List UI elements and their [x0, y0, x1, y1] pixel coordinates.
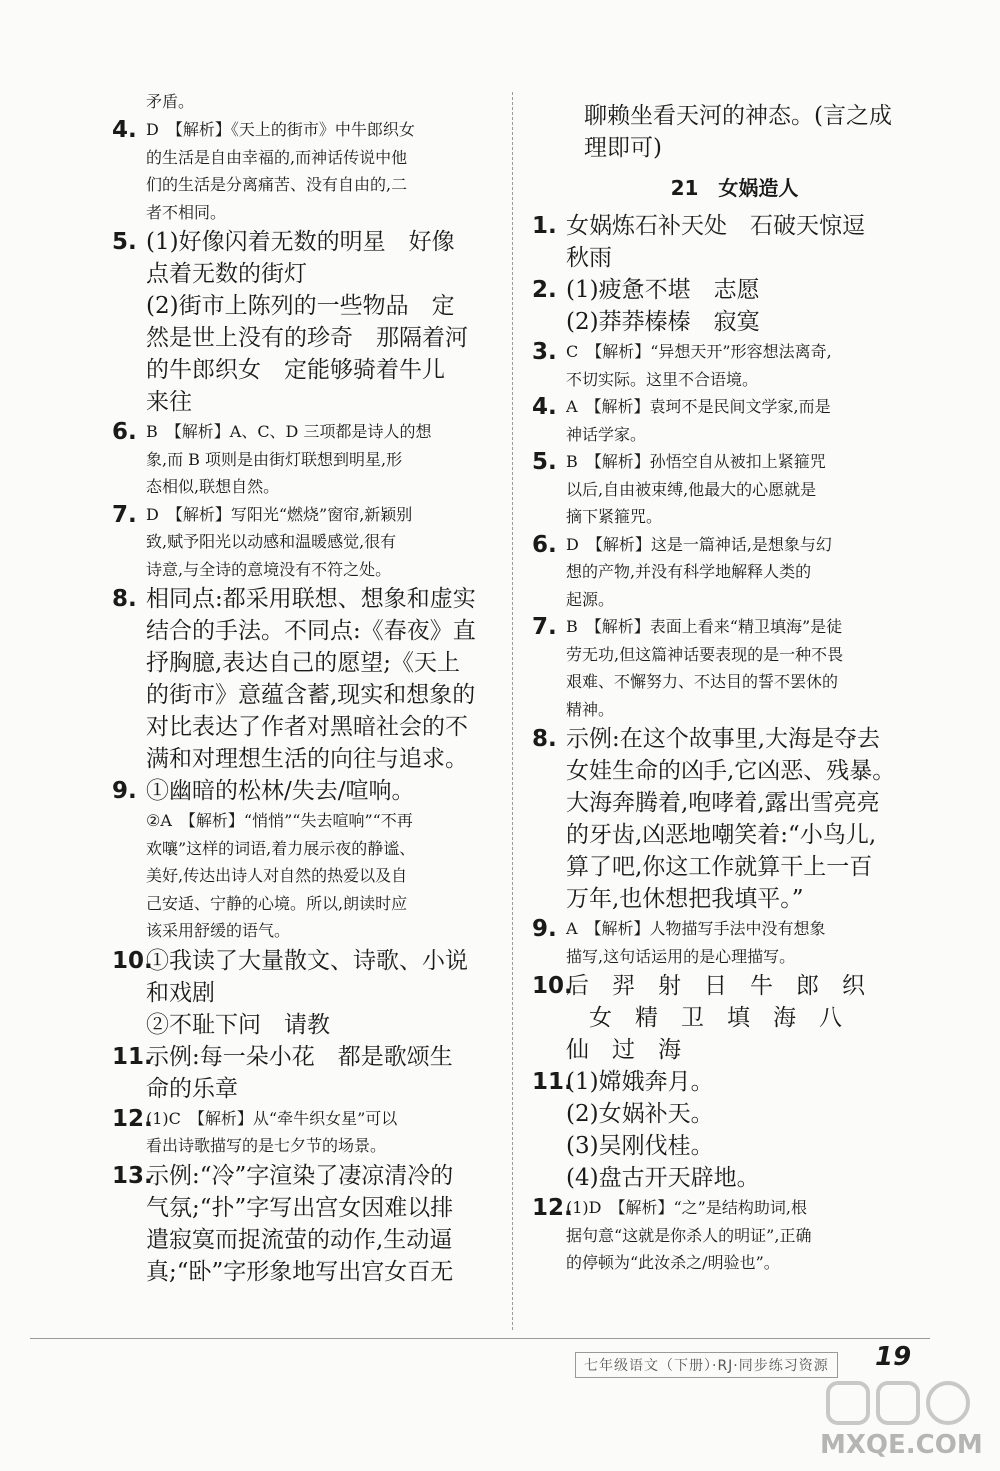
answer-13: [112, 1160, 497, 1288]
answer-line: 理即可): [584, 135, 662, 161]
answer-line: A 【解析】人物描写手法中没有想象: [566, 919, 826, 938]
answer-line: 和戏剧: [146, 979, 215, 1006]
page-number: 19: [875, 1342, 912, 1372]
answer-number: 2.: [532, 277, 557, 303]
answer-line: 不切实际。这里不合语境。: [566, 369, 759, 389]
answer-11: [112, 1041, 497, 1105]
answer-number: 12.: [112, 1105, 153, 1132]
answer-number: 8.: [532, 726, 557, 752]
answer-line: 的生活是自由幸福的,而神话传说中他: [146, 147, 408, 167]
answer-line: 真;“卧”字形象地写出宫女百无: [146, 1258, 454, 1285]
answer-line: 结合的手法。不同点:《春夜》直: [146, 618, 476, 644]
answer-12: [532, 1194, 937, 1277]
section-title: 21 女娲造人: [670, 176, 799, 200]
answer-line: 聊赖坐看天河的神态。(言之成: [584, 103, 892, 129]
answer-line: 己安适、宁静的心境。所以,朗读时应: [146, 893, 408, 913]
answer-line: 算了吧,你这工作就算干上一百: [566, 854, 873, 880]
answer-line: 后 羿 射 日 牛 郎 织: [566, 973, 865, 999]
answer-line: 满和对理想生活的向往与追求。: [146, 746, 468, 772]
watermark-text: MXQE.COM: [820, 1430, 983, 1460]
answer-line: 秋雨: [566, 245, 612, 271]
answer-10: [532, 970, 937, 1066]
answer-line: (1)C 【解析】从“牵牛织女星”可以: [146, 1108, 398, 1128]
answer-number: 10.: [112, 947, 153, 974]
answer-line: 来往: [146, 389, 192, 415]
answer-line: (1)疲惫不堪 志愿: [566, 277, 760, 303]
answer-line: 欢嚷”这样的词语,着力展示夜的静谧、: [146, 838, 416, 858]
answer-line: ①幽暗的松林/失去/喧响。: [146, 778, 415, 804]
answer-8: [532, 723, 937, 915]
answer-number: 11.: [532, 1069, 573, 1095]
left-column: [112, 88, 497, 1288]
answer-line: 诗意,与全诗的意境没有不符之处。: [146, 559, 392, 579]
answer-line: 劳无功,但这篇神话要表现的是一种不畏: [566, 644, 844, 664]
answer-line: C 【解析】“异想天开”形容想法离奇,: [566, 342, 832, 361]
answer-line: 想的产物,并没有科学地解释人类的: [566, 562, 812, 581]
answer-line: 点着无数的街灯: [146, 261, 307, 287]
answer-line: (1)嫦娥奔月。: [566, 1069, 714, 1095]
answer-number: 10.: [532, 973, 573, 999]
answer-line: (1)好像闪着无数的明星 好像: [146, 229, 455, 255]
answer-11: [532, 1066, 937, 1194]
answer-line: 象,而 B 项则是由街灯联想到明星,形: [146, 449, 403, 469]
answer-line: (4)盘古开天辟地。: [566, 1165, 760, 1191]
answer-line: 气氛;“扑”字写出宫女因难以排: [146, 1194, 454, 1221]
answer-line: 起源。: [566, 589, 615, 609]
answer-line: (1)D 【解析】“之”是结构助词,根: [566, 1198, 807, 1217]
answer-5: [532, 448, 937, 531]
answer-6: [532, 531, 937, 614]
answer-number: 4.: [532, 394, 557, 420]
answer-line: 万年,也休想把我填平。”: [566, 886, 804, 912]
answer-line: 据句意“这就是你杀人的明证”,正确: [566, 1225, 812, 1245]
answer-line: 仙 过 海: [566, 1037, 681, 1063]
answer-line: B 【解析】孙悟空自从被扣上紧箍咒: [566, 452, 826, 471]
answer-5: [112, 226, 497, 418]
answer-number: 7.: [112, 501, 137, 528]
answer-line: 美好,传达出诗人对自然的热爱以及自: [146, 866, 408, 885]
answer-line: 女娃生命的凶手,它凶恶、残暴。: [566, 758, 896, 784]
answer-line: 的停顿为“此汝杀之/明验也”。: [566, 1253, 780, 1272]
answer-9: [532, 915, 937, 970]
answer-line: 们的生活是分离痛苦、没有自由的,二: [146, 175, 408, 194]
footer-rule: [30, 1338, 930, 1339]
answer-line: A 【解析】袁珂不是民间文学家,而是: [566, 397, 831, 416]
answer-line: 摘下紧箍咒。: [566, 507, 663, 526]
answer-line: ①我读了大量散文、诗歌、小说: [146, 947, 468, 974]
answer-3: [532, 338, 937, 393]
answer-7: [112, 501, 497, 584]
answer-line: 遣寂寞而捉流萤的动作,生动逼: [146, 1226, 453, 1253]
answer-number: 8.: [112, 586, 137, 612]
answer-line: 示例:在这个故事里,大海是夺去: [566, 726, 881, 752]
answer-line: 致,赋予阳光以动感和温暖感觉,很有: [146, 532, 397, 551]
answer-number: 11.: [112, 1043, 153, 1070]
answer-10: [112, 945, 497, 1041]
answer-line: 示例:“冷”字渲染了凄凉清冷的: [146, 1162, 454, 1189]
answer-line: (2)街市上陈列的一些物品 定: [146, 293, 455, 319]
answer-4: [532, 393, 937, 448]
answer-number: 3.: [532, 339, 557, 365]
answer-line: B 【解析】表面上看来“精卫填海”是徒: [566, 617, 843, 636]
continued-text: [532, 100, 937, 164]
answer-line: (2)莽莽榛榛 寂寞: [566, 309, 760, 335]
answer-1: [532, 210, 937, 274]
intro-text: 矛盾。: [146, 92, 195, 111]
answer-line: 精神。: [566, 699, 615, 719]
answer-line: 描写,这句话运用的是心理描写。: [566, 946, 796, 966]
answer-line: 命的乐章: [146, 1075, 238, 1102]
answer-line: 女娲炼石补天处 石破天惊逗: [566, 213, 865, 239]
answer-12: [112, 1105, 497, 1160]
answer-4: [112, 116, 497, 226]
answer-line: 态相似,联想自然。: [146, 477, 280, 496]
answer-number: 6.: [112, 419, 137, 445]
right-column: [532, 100, 937, 1277]
answer-line: 对比表达了作者对黑暗社会的不: [146, 714, 468, 740]
answer-line: ②A 【解析】“悄悄”“失去喧响”“不再: [146, 811, 413, 830]
answer-number: 9.: [112, 778, 137, 804]
answer-line: 神话学家。: [566, 424, 647, 444]
answer-line: ②不耻下问 请教: [146, 1011, 330, 1038]
answer-8: [112, 583, 497, 775]
answer-number: 12.: [532, 1195, 573, 1221]
answer-line: 抒胸臆,表达自己的愿望;《天上: [146, 650, 461, 676]
answer-line: D 【解析】这是一篇神话,是想象与幻: [566, 534, 832, 554]
answer-line: 者不相同。: [146, 202, 227, 222]
answer-number: 7.: [532, 614, 557, 640]
answer-number: 6.: [532, 531, 557, 558]
answer-line: 女 精 卫 填 海 八: [566, 1005, 842, 1031]
answer-number: 9.: [532, 916, 557, 942]
answer-line: 示例:每一朵小花 都是歌颂生: [146, 1043, 453, 1070]
answer-line: 该采用舒缓的语气。: [146, 921, 291, 940]
answer-line: 然是世上没有的珍奇 那隔着河: [146, 325, 468, 351]
answer-number: 4.: [112, 117, 137, 143]
answer-2: [532, 274, 937, 338]
answer-9: [112, 775, 497, 945]
answer-line: 艰难、不懈努力、不达目的誓不罢休的: [566, 672, 839, 691]
footer-book-title: 七年级语文（下册）·RJ·同步练习资源: [575, 1352, 838, 1378]
answer-line: 相同点:都采用联想、想象和虚实: [146, 586, 476, 612]
answer-line: 以后,自由被束缚,他最大的心愿就是: [566, 479, 817, 499]
answer-line: 大海奔腾着,咆哮着,露出雪亮亮: [566, 790, 880, 816]
answer-line: (3)吴刚伐桂。: [566, 1133, 714, 1159]
answer-line: 看出诗歌描写的是七夕节的场景。: [146, 1136, 387, 1155]
answer-number: 5.: [112, 229, 137, 255]
answer-number: 5.: [532, 449, 557, 475]
answer-line: D 【解析】写阳光“燃烧”窗帘,新颖别: [146, 504, 413, 524]
answer-6: [112, 418, 497, 501]
answer-line: D 【解析】《天上的街市》中牛郎织女: [146, 120, 415, 139]
column-divider: [512, 92, 513, 1330]
answer-line: 的街市》意蕴含蓄,现实和想象的: [146, 682, 476, 708]
answer-line: B 【解析】A、C、D 三项都是诗人的想: [146, 422, 432, 441]
answer-line: 的牙齿,凶恶地嘲笑着:“小鸟儿,: [566, 822, 877, 848]
answer-line: (2)女娲补天。: [566, 1101, 714, 1127]
answer-number: 1.: [532, 213, 557, 239]
answer-number: 13.: [112, 1162, 153, 1189]
answer-line: 的牛郎织女 定能够骑着牛儿: [146, 357, 445, 383]
answer-7: [532, 613, 937, 723]
